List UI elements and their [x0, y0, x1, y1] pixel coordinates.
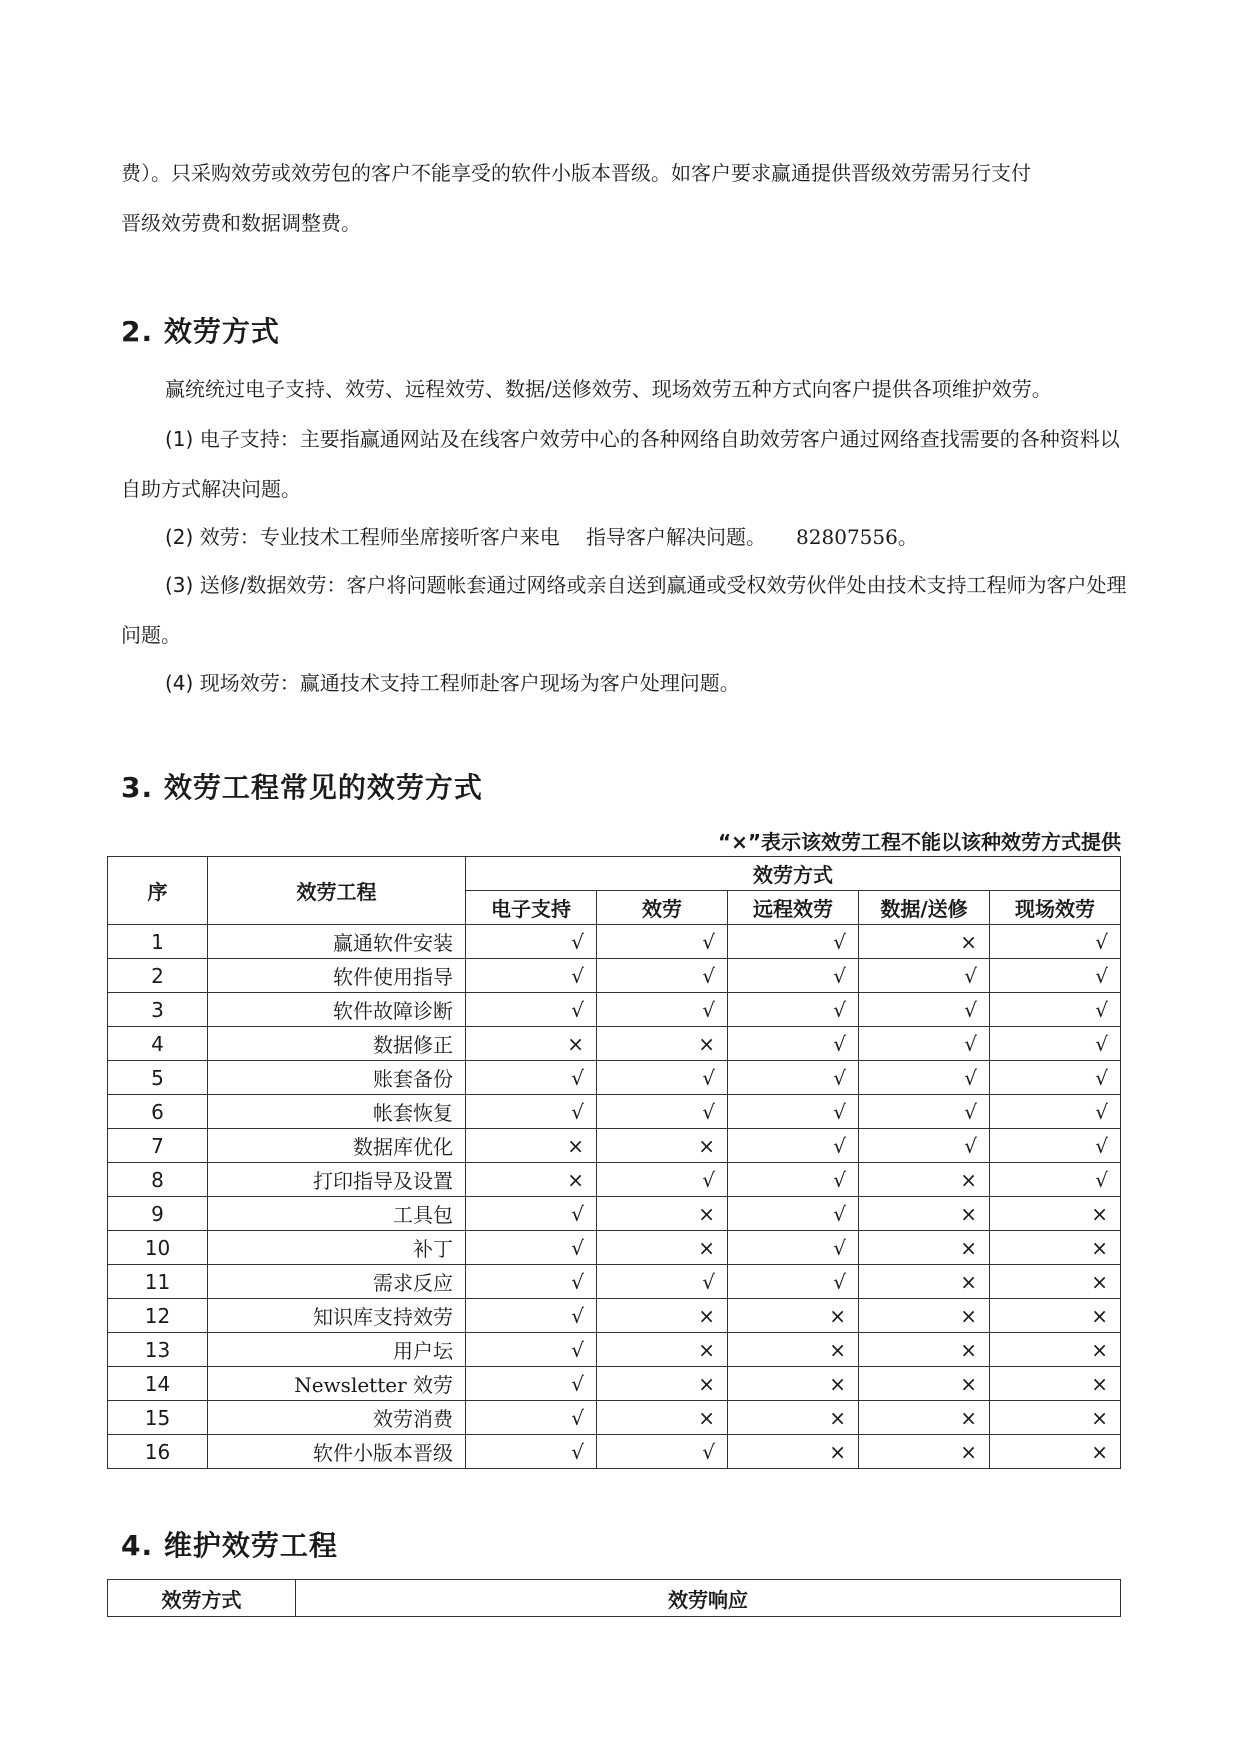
row-mark: ×	[859, 1197, 990, 1231]
row-item: 打印指导及设置	[208, 1163, 466, 1197]
row-mark: ×	[597, 1333, 728, 1367]
row-mark: ×	[859, 1333, 990, 1367]
row-mark: ×	[728, 1299, 859, 1333]
section-2-item-2	[121, 512, 1131, 562]
row-item: 赢通软件安装	[208, 925, 466, 959]
header-method-data-repair: 数据/送修	[859, 891, 990, 925]
row-item: 数据库优化	[208, 1129, 466, 1163]
service-methods-table	[107, 856, 1121, 1469]
table-row	[108, 1401, 1121, 1435]
row-mark: √	[597, 1061, 728, 1095]
row-mark: √	[859, 1027, 990, 1061]
row-mark: ×	[859, 1265, 990, 1299]
row-seq: 16	[108, 1435, 208, 1469]
row-mark: √	[597, 993, 728, 1027]
header-seq: 序	[108, 857, 208, 925]
row-item: 需求反应	[208, 1265, 466, 1299]
row-seq: 15	[108, 1401, 208, 1435]
section-2-item-1	[121, 414, 1131, 514]
row-mark: √	[597, 1163, 728, 1197]
row-mark: ×	[859, 925, 990, 959]
row-seq: 4	[108, 1027, 208, 1061]
row-mark: √	[597, 1265, 728, 1299]
row-seq: 12	[108, 1299, 208, 1333]
row-item: 用户坛	[208, 1333, 466, 1367]
row-mark: √	[466, 1299, 597, 1333]
row-item: 软件故障诊断	[208, 993, 466, 1027]
item-label: (1)	[165, 427, 194, 451]
row-mark: ×	[466, 1163, 597, 1197]
section-2-number: 2.	[121, 315, 154, 348]
table-row	[108, 993, 1121, 1027]
row-mark: √	[859, 1095, 990, 1129]
row-mark: √	[728, 1095, 859, 1129]
row-mark: √	[990, 1163, 1121, 1197]
section-2-heading	[121, 310, 280, 350]
section-2-item-3	[121, 560, 1131, 660]
row-seq: 10	[108, 1231, 208, 1265]
item-text: 送修/数据效劳：客户将问题帐套通过网络或亲自送到赢通或受权效劳伙伴处由技术支持工程师为客户处理问题。	[121, 573, 1127, 647]
row-mark: √	[728, 925, 859, 959]
row-mark: √	[728, 1163, 859, 1197]
row-mark: ×	[859, 1401, 990, 1435]
row-mark: √	[466, 1265, 597, 1299]
row-mark: ×	[728, 1367, 859, 1401]
header-item: 效劳工程	[208, 857, 466, 925]
item-text: 电子支持：主要指赢通网站及在线客户效劳中心的各种网络自助效劳客户通过网络查找需要的各种资料以自助方式解决问题。	[121, 427, 1120, 501]
row-mark: √	[466, 1197, 597, 1231]
table-row	[108, 925, 1121, 959]
row-seq: 2	[108, 959, 208, 993]
row-mark: √	[466, 1367, 597, 1401]
row-mark: ×	[990, 1333, 1121, 1367]
row-mark: √	[597, 1435, 728, 1469]
row-seq: 8	[108, 1163, 208, 1197]
row-mark: ×	[728, 1401, 859, 1435]
row-item: Newsletter 效劳	[208, 1367, 466, 1401]
row-seq: 1	[108, 925, 208, 959]
row-mark: √	[859, 1061, 990, 1095]
row-mark: √	[990, 1061, 1121, 1095]
row-mark: √	[728, 1197, 859, 1231]
section-4-number: 4.	[121, 1529, 154, 1562]
row-mark: √	[859, 1129, 990, 1163]
row-mark: ×	[859, 1231, 990, 1265]
table-row	[108, 1367, 1121, 1401]
row-mark: ×	[728, 1435, 859, 1469]
row-mark: ×	[859, 1163, 990, 1197]
header-method-remote: 远程效劳	[728, 891, 859, 925]
row-mark: ×	[597, 1367, 728, 1401]
table-note: “×”表示该效劳工程不能以该种效劳方式提供	[717, 830, 1121, 854]
section-2-summary: 赢统统过电子支持、效劳、远程效劳、数据/送修效劳、现场效劳五种方式向客户提供各项维护效劳。	[165, 377, 1052, 401]
row-mark: √	[597, 1095, 728, 1129]
table-row	[108, 959, 1121, 993]
item-label: (3)	[165, 573, 194, 597]
table-row	[108, 1095, 1121, 1129]
table-row	[108, 1027, 1121, 1061]
section-4-heading	[121, 1524, 338, 1564]
table-row	[108, 1231, 1121, 1265]
header-methods-group: 效劳方式	[466, 857, 1121, 891]
row-seq: 14	[108, 1367, 208, 1401]
row-mark: √	[466, 1333, 597, 1367]
row-mark: √	[466, 1231, 597, 1265]
row-mark: √	[466, 1061, 597, 1095]
row-mark: ×	[597, 1231, 728, 1265]
row-seq: 9	[108, 1197, 208, 1231]
table-row	[108, 1435, 1121, 1469]
row-seq: 7	[108, 1129, 208, 1163]
row-mark: ×	[990, 1401, 1121, 1435]
row-mark: √	[990, 1095, 1121, 1129]
item-label: (4)	[165, 671, 194, 695]
row-mark: √	[466, 925, 597, 959]
row-mark: ×	[859, 1435, 990, 1469]
row-mark: ×	[859, 1367, 990, 1401]
row-mark: ×	[597, 1027, 728, 1061]
row-mark: ×	[466, 1027, 597, 1061]
row-item: 数据修正	[208, 1027, 466, 1061]
row-item: 补丁	[208, 1231, 466, 1265]
row-mark: ×	[466, 1129, 597, 1163]
row-item: 工具包	[208, 1197, 466, 1231]
row-mark: ×	[859, 1299, 990, 1333]
row-item: 账套备份	[208, 1061, 466, 1095]
row-mark: √	[859, 959, 990, 993]
table-row	[108, 1299, 1121, 1333]
row-mark: √	[466, 993, 597, 1027]
row-mark: √	[728, 993, 859, 1027]
table-row	[108, 1163, 1121, 1197]
row-mark: √	[466, 1095, 597, 1129]
row-mark: ×	[990, 1197, 1121, 1231]
row-mark: √	[597, 925, 728, 959]
row-mark: √	[597, 959, 728, 993]
row-mark: √	[728, 1231, 859, 1265]
row-mark: √	[466, 1435, 597, 1469]
row-mark: ×	[597, 1299, 728, 1333]
section-4-title: 维护效劳工程	[163, 1529, 338, 1562]
row-mark: √	[466, 1401, 597, 1435]
table-row	[108, 1061, 1121, 1095]
row-item: 软件使用指导	[208, 959, 466, 993]
table-row	[108, 1197, 1121, 1231]
row-item: 帐套恢复	[208, 1095, 466, 1129]
row-mark: ×	[597, 1197, 728, 1231]
section-3-heading	[121, 766, 483, 806]
row-mark: √	[728, 959, 859, 993]
row-seq: 13	[108, 1333, 208, 1367]
row-seq: 6	[108, 1095, 208, 1129]
header-service-method: 效劳方式	[108, 1580, 296, 1617]
row-seq: 3	[108, 993, 208, 1027]
header-service-response: 效劳响应	[296, 1580, 1121, 1617]
row-mark: ×	[597, 1129, 728, 1163]
section-3-number: 3.	[121, 771, 154, 804]
row-mark: √	[990, 1129, 1121, 1163]
row-mark: √	[990, 959, 1121, 993]
item-label: (2)	[165, 525, 194, 549]
row-mark: √	[466, 959, 597, 993]
row-item: 知识库支持效劳	[208, 1299, 466, 1333]
row-mark: ×	[990, 1299, 1121, 1333]
row-mark: ×	[597, 1401, 728, 1435]
row-mark: √	[990, 993, 1121, 1027]
row-mark: ×	[990, 1265, 1121, 1299]
table-row	[108, 1333, 1121, 1367]
item-text: 效劳：专业技术工程师坐席接听客户来电 指导客户解决问题。 82807556。	[199, 525, 918, 549]
row-mark: √	[728, 1265, 859, 1299]
header-method-onsite: 现场效劳	[990, 891, 1121, 925]
row-mark: √	[728, 1027, 859, 1061]
header-method-service: 效劳	[597, 891, 728, 925]
row-seq: 5	[108, 1061, 208, 1095]
section-3-title: 效劳工程常见的效劳方式	[163, 771, 483, 804]
row-mark: ×	[990, 1435, 1121, 1469]
row-seq: 11	[108, 1265, 208, 1299]
section-2-item-4	[121, 658, 1131, 708]
row-mark: √	[990, 925, 1121, 959]
row-mark: √	[728, 1061, 859, 1095]
row-mark: √	[990, 1027, 1121, 1061]
row-mark: ×	[728, 1333, 859, 1367]
row-mark: ×	[990, 1367, 1121, 1401]
intro-line-2: 晋级效劳费和数据调整费。	[121, 211, 361, 235]
item-text: 现场效劳：赢通技术支持工程师赴客户现场为客户处理问题。	[199, 671, 740, 695]
service-table-body	[108, 925, 1121, 1469]
row-item: 软件小版本晋级	[208, 1435, 466, 1469]
row-mark: ×	[990, 1231, 1121, 1265]
header-method-electronic: 电子支持	[466, 891, 597, 925]
row-item: 效劳消费	[208, 1401, 466, 1435]
row-mark: √	[728, 1129, 859, 1163]
section-2-title: 效劳方式	[163, 315, 280, 348]
intro-line-1: 费）。只采购效劳或效劳包的客户不能享受的软件小版本晋级。如客户要求赢通提供晋级效劳需另行支付	[121, 161, 1031, 185]
table-row	[108, 1265, 1121, 1299]
row-mark: √	[859, 993, 990, 1027]
table-row	[108, 1129, 1121, 1163]
maintenance-table	[107, 1579, 1121, 1617]
